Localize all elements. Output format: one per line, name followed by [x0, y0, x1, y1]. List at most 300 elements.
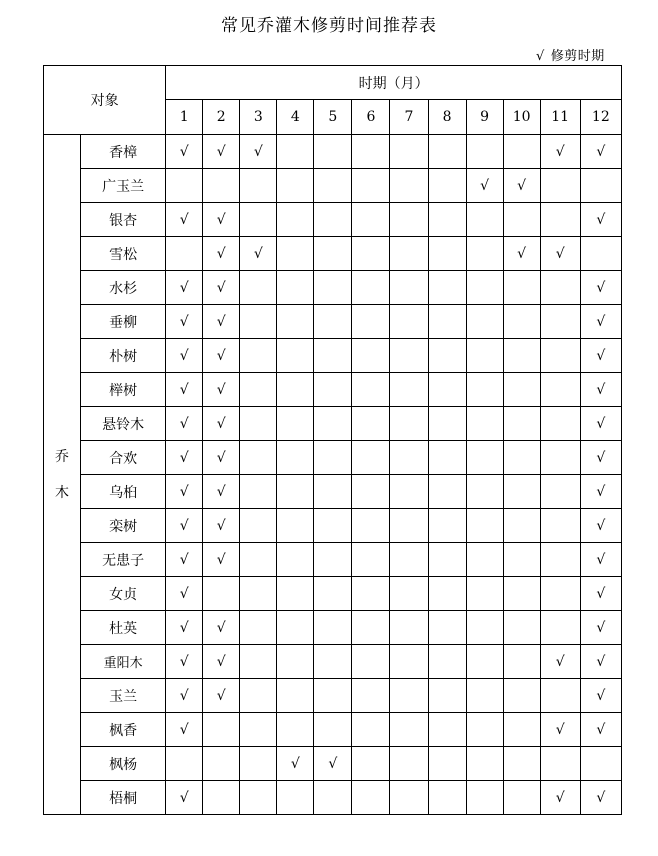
month-cell — [540, 509, 580, 543]
month-cell — [503, 611, 540, 645]
check-mark: √ — [580, 203, 621, 237]
check-mark: √ — [540, 645, 580, 679]
month-cell — [203, 781, 240, 815]
month-cell — [503, 577, 540, 611]
month-cell — [390, 441, 428, 475]
plant-name: 广玉兰 — [81, 169, 166, 203]
table-row — [44, 645, 622, 679]
check-mark: √ — [580, 509, 621, 543]
month-cell — [277, 339, 314, 373]
month-cell — [503, 407, 540, 441]
check-mark: √ — [580, 475, 621, 509]
month-cell — [503, 135, 540, 169]
check-mark: √ — [203, 407, 240, 441]
check-mark: √ — [580, 135, 621, 169]
check-mark: √ — [203, 203, 240, 237]
month-cell — [428, 407, 466, 441]
month-cell — [390, 135, 428, 169]
month-cell — [540, 475, 580, 509]
table-row — [44, 135, 622, 169]
check-mark: √ — [240, 135, 277, 169]
month-header-4: 4 — [277, 100, 314, 135]
month-cell — [390, 203, 428, 237]
month-cell — [428, 339, 466, 373]
plant-name: 梧桐 — [81, 781, 166, 815]
table-row — [44, 577, 622, 611]
month-cell — [390, 407, 428, 441]
check-mark: √ — [277, 747, 314, 781]
table-row — [44, 169, 622, 203]
check-mark: √ — [166, 577, 203, 611]
category-char: 木 — [55, 484, 70, 501]
check-mark: √ — [240, 237, 277, 271]
month-cell — [466, 747, 503, 781]
month-cell — [314, 305, 352, 339]
month-cell — [277, 509, 314, 543]
month-header-9: 9 — [466, 100, 503, 135]
month-cell — [314, 577, 352, 611]
month-cell — [352, 781, 390, 815]
month-cell — [352, 305, 390, 339]
month-cell — [503, 781, 540, 815]
month-cell — [277, 135, 314, 169]
month-cell — [503, 441, 540, 475]
month-cell — [540, 747, 580, 781]
month-header-8: 8 — [428, 100, 466, 135]
month-cell — [240, 271, 277, 305]
month-cell — [540, 271, 580, 305]
month-cell — [428, 271, 466, 305]
check-mark: √ — [314, 747, 352, 781]
month-cell — [390, 373, 428, 407]
month-cell — [277, 475, 314, 509]
month-cell — [390, 237, 428, 271]
month-cell — [428, 747, 466, 781]
check-mark: √ — [166, 373, 203, 407]
plant-name: 女贞 — [81, 577, 166, 611]
month-cell — [240, 543, 277, 577]
table-row — [44, 679, 622, 713]
month-cell — [203, 169, 240, 203]
plant-name: 无患子 — [81, 543, 166, 577]
month-cell — [503, 305, 540, 339]
check-mark: √ — [166, 679, 203, 713]
month-cell — [580, 169, 621, 203]
month-cell — [277, 203, 314, 237]
month-cell — [466, 237, 503, 271]
month-cell — [428, 373, 466, 407]
month-cell — [277, 373, 314, 407]
check-mark: √ — [166, 475, 203, 509]
month-cell — [540, 407, 580, 441]
check-mark: √ — [166, 611, 203, 645]
check-mark: √ — [540, 713, 580, 747]
month-cell — [428, 441, 466, 475]
month-cell — [428, 645, 466, 679]
check-mark: √ — [166, 645, 203, 679]
month-cell — [390, 475, 428, 509]
month-cell — [240, 305, 277, 339]
month-cell — [277, 271, 314, 305]
month-cell — [428, 713, 466, 747]
month-cell — [166, 169, 203, 203]
pruning-schedule-table — [43, 65, 622, 815]
plant-name: 雪松 — [81, 237, 166, 271]
month-cell — [503, 509, 540, 543]
month-cell — [466, 713, 503, 747]
check-mark: √ — [166, 135, 203, 169]
month-cell — [314, 271, 352, 305]
check-mark: √ — [580, 713, 621, 747]
plant-name: 枫杨 — [81, 747, 166, 781]
plant-name: 重阳木 — [81, 645, 166, 679]
month-cell — [314, 509, 352, 543]
check-mark: √ — [580, 543, 621, 577]
check-mark: √ — [580, 781, 621, 815]
plant-name: 朴树 — [81, 339, 166, 373]
month-cell — [277, 679, 314, 713]
month-cell — [390, 305, 428, 339]
check-mark: √ — [503, 237, 540, 271]
check-mark: √ — [580, 339, 621, 373]
month-cell — [540, 543, 580, 577]
check-mark: √ — [166, 305, 203, 339]
table-row — [44, 373, 622, 407]
month-cell — [390, 713, 428, 747]
table-row — [44, 237, 622, 271]
month-cell — [277, 543, 314, 577]
month-cell — [166, 747, 203, 781]
month-cell — [503, 645, 540, 679]
check-mark: √ — [540, 781, 580, 815]
month-cell — [240, 339, 277, 373]
check-mark: √ — [580, 305, 621, 339]
month-cell — [352, 271, 390, 305]
month-cell — [240, 475, 277, 509]
plant-name: 银杏 — [81, 203, 166, 237]
month-cell — [314, 781, 352, 815]
month-cell — [428, 679, 466, 713]
month-cell — [352, 407, 390, 441]
month-cell — [314, 135, 352, 169]
month-cell — [240, 373, 277, 407]
check-mark: √ — [166, 271, 203, 305]
check-mark: √ — [203, 305, 240, 339]
plant-name: 香樟 — [81, 135, 166, 169]
month-cell — [314, 679, 352, 713]
month-cell — [240, 169, 277, 203]
check-mark: √ — [166, 407, 203, 441]
month-header-1: 1 — [166, 100, 203, 135]
month-cell — [428, 237, 466, 271]
month-cell — [540, 679, 580, 713]
month-cell — [466, 679, 503, 713]
month-cell — [466, 509, 503, 543]
check-mark: √ — [580, 407, 621, 441]
month-cell — [580, 747, 621, 781]
month-cell — [240, 203, 277, 237]
month-cell — [540, 305, 580, 339]
plant-name: 悬铃木 — [81, 407, 166, 441]
month-cell — [277, 781, 314, 815]
month-cell — [203, 577, 240, 611]
check-mark: √ — [580, 577, 621, 611]
month-header-6: 6 — [352, 100, 390, 135]
month-cell — [428, 577, 466, 611]
check-mark: √ — [203, 679, 240, 713]
month-cell — [540, 169, 580, 203]
table-row — [44, 203, 622, 237]
month-cell — [428, 475, 466, 509]
table-row — [44, 509, 622, 543]
month-cell — [466, 271, 503, 305]
month-cell — [540, 373, 580, 407]
page-title: 常见乔灌木修剪时间推荐表 — [221, 16, 437, 36]
month-cell — [428, 169, 466, 203]
check-mark: √ — [166, 339, 203, 373]
period-header: 时期（月） — [166, 66, 622, 100]
month-header-5: 5 — [314, 100, 352, 135]
month-cell — [428, 611, 466, 645]
month-cell — [314, 475, 352, 509]
plant-name: 榉树 — [81, 373, 166, 407]
month-cell — [240, 577, 277, 611]
plant-name: 栾树 — [81, 509, 166, 543]
month-cell — [390, 645, 428, 679]
month-cell — [314, 441, 352, 475]
month-cell — [277, 645, 314, 679]
month-cell — [277, 169, 314, 203]
month-cell — [352, 339, 390, 373]
month-cell — [240, 611, 277, 645]
month-cell — [352, 441, 390, 475]
month-cell — [390, 679, 428, 713]
month-cell — [352, 237, 390, 271]
check-mark: √ — [203, 237, 240, 271]
month-cell — [503, 271, 540, 305]
month-cell — [466, 407, 503, 441]
month-cell — [428, 305, 466, 339]
check-mark: √ — [580, 679, 621, 713]
month-cell — [466, 577, 503, 611]
month-cell — [580, 237, 621, 271]
month-cell — [240, 713, 277, 747]
table-row — [44, 407, 622, 441]
table-row — [44, 713, 622, 747]
month-cell — [540, 577, 580, 611]
plant-name: 玉兰 — [81, 679, 166, 713]
table-row — [44, 339, 622, 373]
month-cell — [277, 577, 314, 611]
month-cell — [277, 611, 314, 645]
month-cell — [503, 543, 540, 577]
month-cell — [314, 611, 352, 645]
month-cell — [352, 373, 390, 407]
check-mark: √ — [203, 475, 240, 509]
check-mark: √ — [166, 509, 203, 543]
check-mark: √ — [580, 645, 621, 679]
month-header-7: 7 — [390, 100, 428, 135]
month-cell — [314, 373, 352, 407]
month-cell — [277, 305, 314, 339]
month-cell — [314, 203, 352, 237]
month-cell — [503, 373, 540, 407]
check-mark: √ — [203, 645, 240, 679]
month-cell — [503, 475, 540, 509]
month-cell — [503, 203, 540, 237]
month-cell — [390, 543, 428, 577]
month-cell — [240, 441, 277, 475]
month-cell — [314, 339, 352, 373]
month-cell — [466, 203, 503, 237]
check-mark: √ — [540, 135, 580, 169]
month-cell — [314, 713, 352, 747]
month-cell — [277, 407, 314, 441]
month-cell — [240, 509, 277, 543]
month-cell — [390, 611, 428, 645]
month-cell — [240, 781, 277, 815]
check-mark: √ — [203, 135, 240, 169]
month-cell — [466, 781, 503, 815]
month-cell — [466, 373, 503, 407]
month-cell — [314, 237, 352, 271]
check-mark: √ — [580, 441, 621, 475]
month-cell — [352, 679, 390, 713]
check-mark: √ — [203, 441, 240, 475]
month-cell — [352, 747, 390, 781]
check-mark: √ — [166, 713, 203, 747]
month-cell — [540, 203, 580, 237]
check-mark: √ — [166, 203, 203, 237]
table-row — [44, 305, 622, 339]
month-cell — [390, 577, 428, 611]
check-mark: √ — [203, 509, 240, 543]
month-cell — [240, 747, 277, 781]
check-mark: √ — [540, 237, 580, 271]
table-row — [44, 747, 622, 781]
plant-name: 枫香 — [81, 713, 166, 747]
month-cell — [466, 611, 503, 645]
month-cell — [428, 135, 466, 169]
month-cell — [352, 475, 390, 509]
check-mark: √ — [580, 271, 621, 305]
month-cell — [166, 237, 203, 271]
plant-name: 合欢 — [81, 441, 166, 475]
month-cell — [352, 509, 390, 543]
month-cell — [352, 169, 390, 203]
check-mark: √ — [166, 781, 203, 815]
table-body — [44, 135, 622, 815]
month-cell — [240, 679, 277, 713]
plant-name: 乌桕 — [81, 475, 166, 509]
check-mark: √ — [203, 543, 240, 577]
month-cell — [352, 713, 390, 747]
month-cell — [466, 543, 503, 577]
month-cell — [466, 475, 503, 509]
month-cell — [314, 645, 352, 679]
month-header-2: 2 — [203, 100, 240, 135]
month-cell — [277, 441, 314, 475]
check-mark: √ — [580, 373, 621, 407]
plant-name: 杜英 — [81, 611, 166, 645]
month-cell — [390, 169, 428, 203]
legend-label: 修剪时期 — [550, 49, 605, 64]
month-cell — [390, 781, 428, 815]
check-mark: √ — [203, 339, 240, 373]
month-cell — [428, 509, 466, 543]
month-cell — [352, 577, 390, 611]
check-mark: √ — [203, 373, 240, 407]
month-cell — [503, 713, 540, 747]
month-cell — [428, 203, 466, 237]
table-row — [44, 475, 622, 509]
month-cell — [352, 611, 390, 645]
check-mark: √ — [166, 441, 203, 475]
month-cell — [314, 543, 352, 577]
month-header-11: 11 — [540, 100, 580, 135]
table-row — [44, 781, 622, 815]
header-row-period — [44, 66, 622, 100]
month-cell — [390, 271, 428, 305]
check-mark: √ — [580, 611, 621, 645]
table-row — [44, 543, 622, 577]
check-mark: √ — [166, 543, 203, 577]
plant-name: 垂柳 — [81, 305, 166, 339]
check-mark: √ — [203, 611, 240, 645]
month-cell — [203, 713, 240, 747]
month-cell — [540, 441, 580, 475]
month-cell — [466, 305, 503, 339]
table-row — [44, 271, 622, 305]
month-cell — [390, 509, 428, 543]
month-cell — [240, 407, 277, 441]
month-cell — [503, 679, 540, 713]
month-cell — [240, 645, 277, 679]
check-mark: √ — [203, 271, 240, 305]
month-cell — [466, 645, 503, 679]
month-cell — [203, 747, 240, 781]
month-cell — [466, 441, 503, 475]
month-cell — [352, 543, 390, 577]
check-mark: √ — [466, 169, 503, 203]
month-header-10: 10 — [503, 100, 540, 135]
month-header-12: 12 — [580, 100, 621, 135]
check-mark: √ — [503, 169, 540, 203]
month-cell — [390, 339, 428, 373]
month-cell — [277, 713, 314, 747]
month-cell — [503, 747, 540, 781]
month-cell — [428, 543, 466, 577]
month-cell — [428, 781, 466, 815]
check-mark-icon: √ — [536, 49, 545, 64]
month-cell — [466, 135, 503, 169]
month-cell — [277, 237, 314, 271]
table-row — [44, 441, 622, 475]
month-cell — [352, 645, 390, 679]
month-header-3: 3 — [240, 100, 277, 135]
month-cell — [314, 407, 352, 441]
month-cell — [466, 339, 503, 373]
plant-name: 水杉 — [81, 271, 166, 305]
month-cell — [314, 169, 352, 203]
month-cell — [503, 339, 540, 373]
table-row — [44, 611, 622, 645]
legend — [536, 45, 605, 64]
category-label — [44, 135, 81, 815]
month-cell — [352, 203, 390, 237]
month-cell — [540, 611, 580, 645]
month-cell — [390, 747, 428, 781]
